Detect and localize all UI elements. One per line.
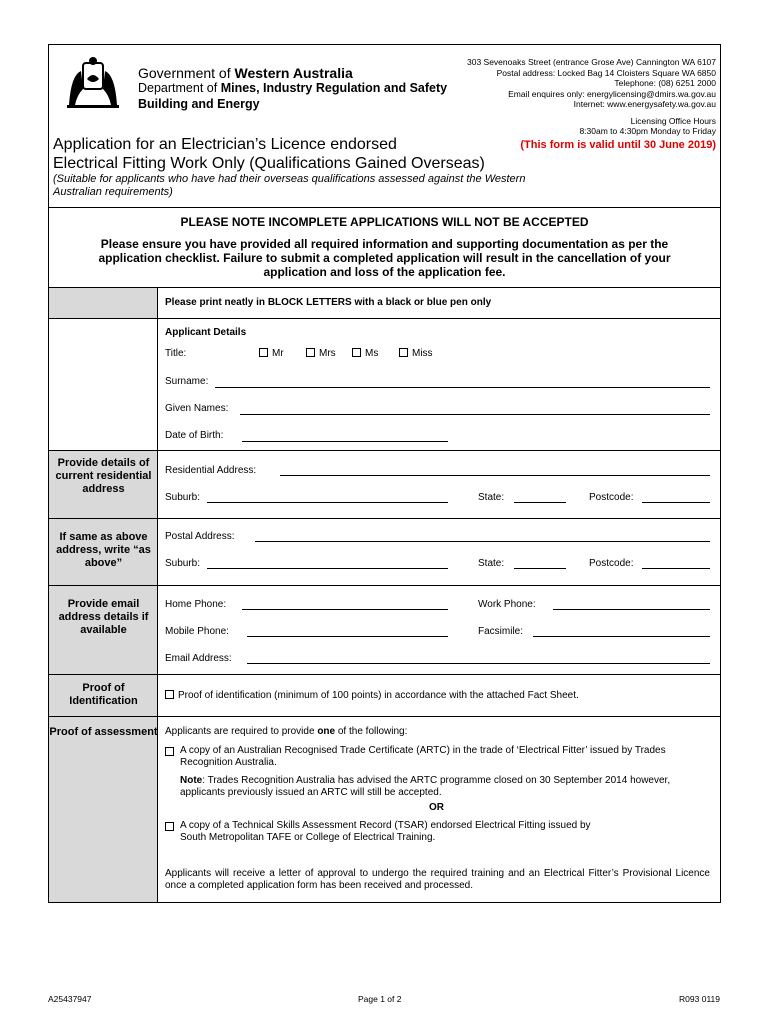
wa-crest-logo	[61, 55, 125, 111]
work-phone-label: Work Phone:	[478, 599, 536, 610]
postal-postcode-field[interactable]	[642, 568, 710, 569]
surname-field[interactable]	[215, 387, 710, 388]
page-number: Page 1 of 2	[358, 994, 402, 1004]
instruction-side	[49, 288, 158, 318]
incomplete-notice-heading: PLEASE NOTE INCOMPLETE APPLICATIONS WILL NOT BE ACCEPTED	[180, 215, 589, 229]
assessment-intro: Applicants are required to provide one of the following:	[165, 726, 408, 737]
postal-postcode-label: Postcode:	[589, 558, 634, 569]
checkbox[interactable]	[352, 348, 361, 357]
dept-name: Department of Mines, Industry Regulation and Safety	[138, 81, 448, 95]
title-option-miss[interactable]: Miss	[399, 348, 433, 359]
contact-line: Email enquires only: energylicensing@dmirs.wa.gov.au	[508, 88, 716, 99]
surname-label: Surname:	[165, 376, 209, 387]
home-phone-field[interactable]	[242, 609, 448, 610]
checkbox[interactable]	[165, 822, 174, 831]
title-option-mrs[interactable]: Mrs	[306, 348, 336, 359]
postal-suburb-field[interactable]	[207, 568, 448, 569]
postal-state-label: State:	[478, 558, 505, 569]
residential-state-field[interactable]	[514, 502, 566, 503]
checkbox[interactable]	[399, 348, 408, 357]
dob-field[interactable]	[242, 441, 448, 442]
residential-postcode-label: Postcode:	[589, 492, 634, 503]
form-title-line1: Application for an Electrician’s Licence endorsed	[53, 136, 397, 153]
given-names-label: Given Names:	[165, 403, 229, 414]
office-hours-title: Licensing Office Hours	[630, 115, 716, 126]
document-id: A25437947	[48, 994, 92, 1004]
office-hours: 8:30am to 4:30pm Monday to Friday	[579, 126, 716, 136]
form-frame	[48, 44, 721, 903]
email-field[interactable]	[247, 663, 710, 664]
block-letters-instruction: Please print neatly in BLOCK LETTERS with a black or blue pen only	[165, 297, 492, 308]
postal-address-field[interactable]	[255, 541, 710, 542]
assessment-side-label: Proof of assessment	[49, 726, 158, 738]
dob-label: Date of Birth:	[165, 430, 224, 441]
residential-suburb-field[interactable]	[207, 502, 448, 503]
postal-suburb-label: Suburb:	[165, 558, 201, 569]
contact-line: Postal address: Locked Bag 14 Cloisters Square WA 6850	[496, 67, 716, 78]
facsimile-label: Facsimile:	[478, 626, 524, 637]
residential-address-field[interactable]	[280, 475, 710, 476]
validity-notice: (This form is valid until 30 June 2019)	[520, 139, 716, 151]
residential-address-label: Residential Address:	[165, 465, 257, 476]
facsimile-field[interactable]	[533, 636, 710, 637]
title-label: Title:	[165, 348, 187, 359]
residential-side-label: Provide details of current residential address	[55, 457, 152, 495]
contact-line: Internet: www.energysafety.wa.gov.au	[573, 99, 716, 109]
home-phone-label: Home Phone:	[165, 599, 227, 610]
postal-address-label: Postal Address:	[165, 531, 235, 542]
postal-side-label: If same as above address, write “as above”	[56, 531, 151, 569]
contact-line: Telephone: (08) 6251 2000	[614, 78, 716, 88]
mobile-phone-label: Mobile Phone:	[165, 626, 229, 637]
checkbox[interactable]	[165, 747, 174, 756]
title-option-mr[interactable]: Mr	[259, 348, 284, 359]
work-phone-field[interactable]	[553, 609, 710, 610]
contact-block	[436, 57, 716, 137]
notice-body: Please ensure you have provided all required information and supporting documentation as per the application checklist. Failure to submit a completed application will result in the cancellation of your application and loss of the application fee.	[98, 237, 671, 279]
checkbox[interactable]	[259, 348, 268, 357]
residential-state-label: State:	[478, 492, 505, 503]
division-name: Building and Energy	[138, 97, 260, 111]
residential-postcode-field[interactable]	[642, 502, 710, 503]
contact-side-label: Provide email address details if available	[58, 598, 149, 636]
approval-note: Applicants will receive a letter of approval to undergo the required training and an Electrical Fitter’s Provisional Licence once a completed application form has been received and processed.	[165, 868, 710, 891]
checkbox[interactable]	[306, 348, 315, 357]
assessment-option-artc[interactable]: A copy of an Australian Recognised Trade Certificate (ARTC) in the trade of ‘Electrical Fitter’ issued by Trades Recognition Australia.	[165, 745, 710, 769]
artc-note: Note: Trades Recognition Australia has advised the ARTC programme closed on 30 September 2014 however, applicants previously issued an ARTC will still be accepted.	[180, 775, 671, 798]
identification-side-label: Proof of Identification	[69, 682, 138, 707]
mobile-phone-field[interactable]	[247, 636, 448, 637]
assessment-option-tsar[interactable]: A copy of a Technical Skills Assessment Record (TSAR) endorsed Electrical Fitting issued by South Metropolitan TAFE or College of Electrical Training.	[165, 820, 710, 844]
contact-line: 303 Sevenoaks Street (entrance Grose Ave) Cannington WA 6107	[466, 57, 716, 67]
form-title-line2: Electrical Fitting Work Only (Qualifications Gained Overseas)	[53, 155, 485, 172]
residential-suburb-label: Suburb:	[165, 492, 201, 503]
given-names-field[interactable]	[240, 414, 710, 415]
or-separator: OR	[429, 802, 444, 813]
form-code: R093 0119	[679, 994, 720, 1004]
title-option-ms[interactable]: Ms	[352, 348, 378, 359]
form-subtitle: (Suitable for applicants who have had their overseas qualifications assessed against the Western Australian requirements)	[53, 173, 526, 198]
gov-name: Government of Western Australia	[138, 65, 353, 81]
email-label: Email Address:	[165, 653, 232, 664]
applicant-details-heading: Applicant Details	[165, 327, 247, 338]
identification-option[interactable]: Proof of identification (minimum of 100 points) in accordance with the attached Fact Sheet.	[165, 690, 579, 701]
checkbox[interactable]	[165, 690, 174, 699]
postal-state-field[interactable]	[514, 568, 566, 569]
